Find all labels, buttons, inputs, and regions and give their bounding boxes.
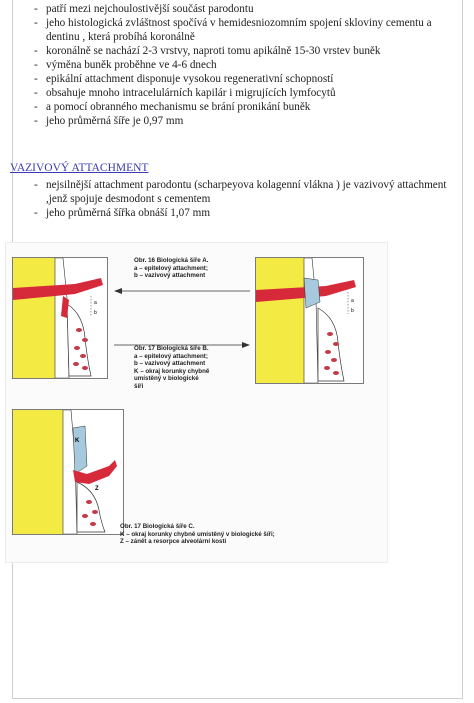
biological-width-figure <box>6 243 387 562</box>
list-item: - jeho průměrná šíře je 0,97 mm <box>30 114 460 128</box>
arrow-left-icon <box>114 288 122 294</box>
section-heading: VAZIVOVÝ ATTACHMENT <box>10 162 149 174</box>
caption-c: Obr. 17 Biologická šíře C. K – okraj korunky chybně umístěný v biologické šíři; Z – zánět a resorpce alveolární kosti <box>120 523 275 546</box>
list-item: - patří mezi nejchoulostivější součást parodontu <box>30 2 460 16</box>
arrow-right-icon <box>242 342 250 348</box>
label-a: a <box>94 300 97 306</box>
diagram-a-illustration <box>13 258 107 378</box>
list-item: - nejsilnější attachment parodontu (scharpeyova kolagenní vlákna ) je vazivový attachment ,jenž spojuje desmodont s cementem <box>30 178 460 206</box>
caption-b: Obr. 17 Biologická šíře B. a – epitelový attachment; b – vazivový attachment K – okraj korunky chybně umístěný v biologické šíři <box>134 345 210 390</box>
diagram-panel-b <box>255 257 364 384</box>
label-b: b <box>94 310 97 316</box>
label-a-b: a <box>351 298 354 304</box>
label-k: K <box>75 438 80 444</box>
list-item: - jeho průměrná šířka obnáší 1,07 mm <box>30 206 460 220</box>
list-item: - obsahuje mnoho intracelulárních kapilár i migrujících lymfocytů <box>30 86 460 100</box>
label-z: Z <box>95 486 99 492</box>
list-item: - epikální attachment disponuje vysokou regenerativní schopností <box>30 72 460 86</box>
list-item: - jeho histologická zvláštnost spočívá v hemidesniozomním spojení skloviny cementu a dentinu , která probíhá koronálně <box>30 16 460 44</box>
list-item: - a pomocí obranného mechanismu se brání pronikání buněk <box>30 100 460 114</box>
list-item: - výměna buněk proběhne ve 4-6 dnech <box>30 58 460 72</box>
diagram-c-illustration <box>13 410 123 534</box>
epithelial-attachment-list <box>30 2 460 128</box>
diagram-panel-c <box>12 409 124 535</box>
diagram-panel-a <box>12 257 108 379</box>
diagram-b-illustration <box>256 258 363 383</box>
list-item: - koronálně se nachází 2-3 vrstvy, naproti tomu apikálně 15-30 vrstev buněk <box>30 44 460 58</box>
caption-a: Obr. 16 Biologická šíře A. a – epitelový attachment; b – vazivový attachment <box>134 257 209 280</box>
connective-attachment-list <box>30 178 460 220</box>
label-b-b: b <box>351 308 354 314</box>
